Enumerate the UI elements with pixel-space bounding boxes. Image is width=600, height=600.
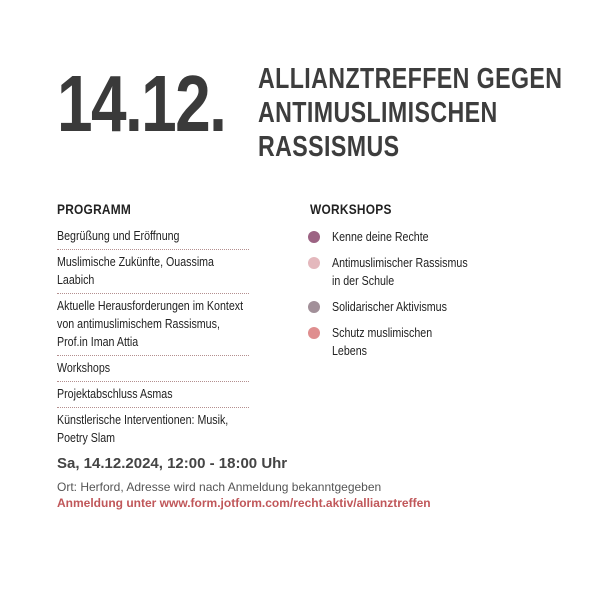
title-line-3: RASSISMUS xyxy=(258,131,400,163)
registration-link[interactable]: Anmeldung unter www.form.jotform.com/recht.aktiv/allianztreffen xyxy=(57,496,431,510)
bullet-dot-icon xyxy=(308,257,320,269)
bullet-dot-icon xyxy=(308,231,320,243)
workshop-item: Antimuslimischer Rassismus in der Schule xyxy=(308,254,498,290)
program-list xyxy=(57,224,249,451)
bullet-dot-icon xyxy=(308,301,320,313)
workshop-item: Schutz muslimischen Lebens xyxy=(308,324,498,360)
program-item: Workshops xyxy=(57,356,249,382)
event-title xyxy=(258,62,578,164)
title-line-1: ALLIANZTREFFEN GEGEN xyxy=(258,63,563,95)
program-item: Aktuelle Herausforderungen im Kontext von antimuslimischem Rassismus, Prof.in Iman Attia xyxy=(57,294,249,356)
program-item: Muslimische Zukünfte, Ouassima Laabich xyxy=(57,250,249,294)
workshop-item: Kenne deine Rechte xyxy=(308,228,498,246)
workshop-item: Solidarischer Aktivismus xyxy=(308,298,498,316)
program-item: Begrüßung und Eröffnung xyxy=(57,224,249,250)
event-location: Ort: Herford, Adresse wird nach Anmeldung bekanntgegeben xyxy=(57,480,382,494)
workshop-list xyxy=(308,228,498,368)
event-time: Sa, 14.12.2024, 12:00 - 18:00 Uhr xyxy=(57,455,288,472)
program-item: Projektabschluss Asmas xyxy=(57,382,249,408)
workshops-heading: WORKSHOPS xyxy=(310,201,392,217)
event-date: 14.12. xyxy=(57,59,226,148)
program-item: Künstlerische Interventionen: Musik, Poetry Slam xyxy=(57,412,229,445)
bullet-dot-icon xyxy=(308,327,320,339)
title-line-2: ANTIMUSLIMISCHEN xyxy=(258,97,498,129)
program-heading: PROGRAMM xyxy=(57,201,132,217)
